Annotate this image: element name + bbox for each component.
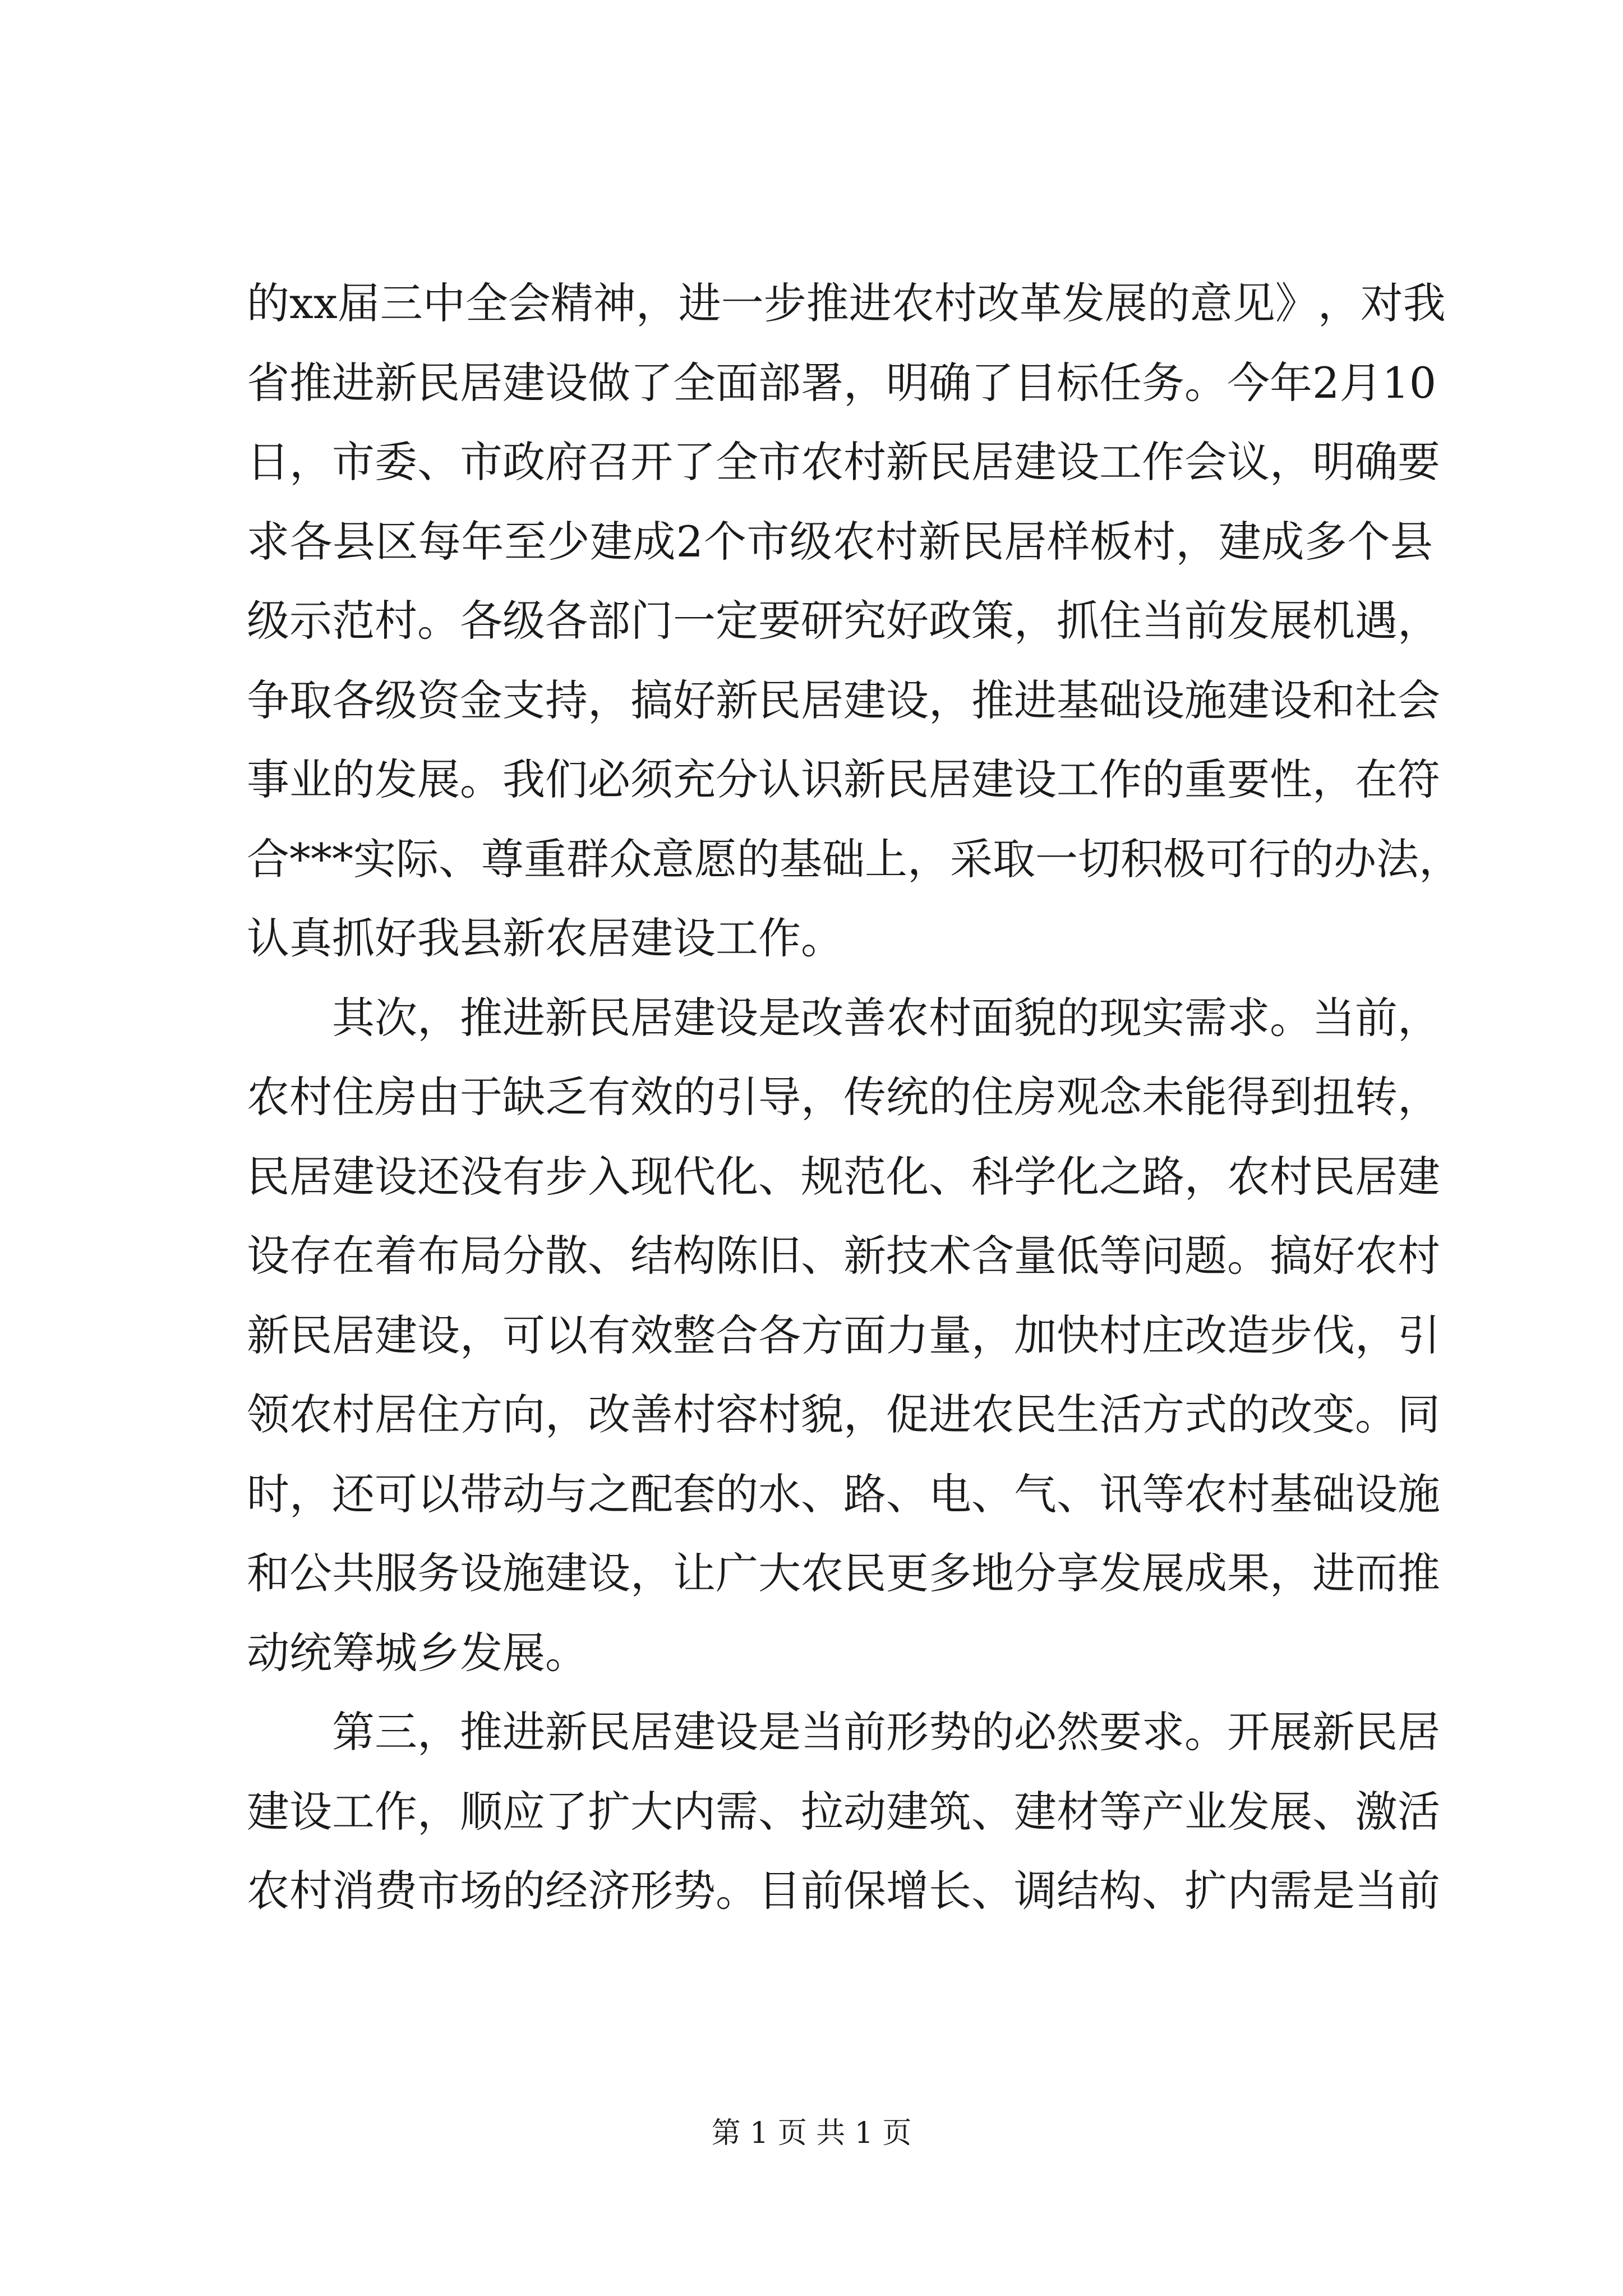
text-line: 和 公 共 服 务 设 施 建 设 ， 让 广 大 农 民 更 多 地 分 享 发 展 成 果 ， 进 而 推	[247, 1548, 1440, 1598]
text-line: 领 农 村 居 住 方 向 ， 改 善 村 容 村 貌 ， 促 进 农 民 生 活 方 式 的 改 变 。 同	[247, 1389, 1440, 1439]
paragraph-1	[247, 264, 1461, 978]
text-line: 求 各 县 区 每 年 至 少 建 成 2 个 市 级 农 村 新 民 居 样 板 村 ， 建 成 多 个 县	[247, 516, 1433, 567]
text-line: 设 存 在 着 布 局 分 散 、 结 构 陈 旧 、 新 技 术 含 量 低 等 问 题 。 搞 好 农 村	[247, 1231, 1440, 1281]
text-line: 合 * * * 实 际 、 尊 重 群 众 意 愿 的 基 础 上 ， 采 取 一 切 积 极 可 行 的 办 法 ，	[247, 834, 1461, 884]
page-footer: 第 1 页 共 1 页	[711, 2116, 912, 2150]
text-line: 第 三 ， 推 进 新 民 居 建 设 是 当 前 形 势 的 必 然 要 求 。 开 展 新 民 居	[332, 1707, 1440, 1757]
text-line: 新 民 居 建 设 ， 可 以 有 效 整 合 各 方 面 力 量 ， 加 快 村 庄 改 造 步 伐 ， 引	[247, 1310, 1440, 1360]
text-line: 事 业 的 发 展 。 我 们 必 须 充 分 认 识 新 民 居 建 设 工 作 的 重 要 性 ， 在 符	[247, 754, 1440, 804]
text-line: 日 ， 市 委 、 市 政 府 召 开 了 全 市 农 村 新 民 居 建 设 工 作 会 议 ， 明 确 要	[247, 437, 1440, 487]
text-line: 农 村 消 费 市 场 的 经 济 形 势 。 目 前 保 增 长 、 调 结 构 、 扩 内 需 是 当 前	[247, 1866, 1440, 1916]
text-line: 级 示 范 村 。 各 级 各 部 门 一 定 要 研 究 好 政 策 ， 抓 住 当 前 发 展 机 遇 ，	[247, 596, 1440, 646]
text-line: 其 次 ， 推 进 新 民 居 建 设 是 改 善 农 村 面 貌 的 现 实 需 求 。 当 前 ，	[332, 992, 1440, 1043]
text-line: 时 ， 还 可 以 带 动 与 之 配 套 的 水 、 路 、 电 、 气 、 讯 等 农 村 基 础 设 施	[247, 1469, 1440, 1519]
text-line: 争 取 各 级 资 金 支 持 ， 搞 好 新 民 居 建 设 ， 推 进 基 础 设 施 建 设 和 社 会	[247, 675, 1440, 725]
document-body	[247, 264, 1461, 1931]
text-line: 农 村 住 房 由 于 缺 乏 有 效 的 引 导 ， 传 统 的 住 房 观 念 未 能 得 到 扭 转 ，	[247, 1072, 1440, 1122]
text-line: 动统筹城乡发展。	[247, 1627, 588, 1678]
text-line: 民 居 建 设 还 没 有 步 入 现 代 化 、 规 范 化 、 科 学 化 之 路 ， 农 村 民 居 建	[247, 1151, 1440, 1202]
text-line: 的 x x 届 三 中 全 会 精 神 ， 进 一 步 推 进 农 村 改 革 发 展 的 意 见 》 ， 对 我	[247, 278, 1446, 328]
text-line: 省 推 进 新 民 居 建 设 做 了 全 面 部 署 ， 明 确 了 目 标 任 务 。 今 年 2 月 1 0	[247, 357, 1437, 408]
paragraph-2	[247, 978, 1440, 1693]
paragraph-3	[247, 1692, 1440, 1931]
text-line: 建 设 工 作 ， 顺 应 了 扩 大 内 需 、 拉 动 建 筑 、 建 材 等 产 业 发 展 、 激 活	[247, 1786, 1440, 1837]
text-line: 认真抓好我县新农居建设工作。	[247, 913, 843, 963]
